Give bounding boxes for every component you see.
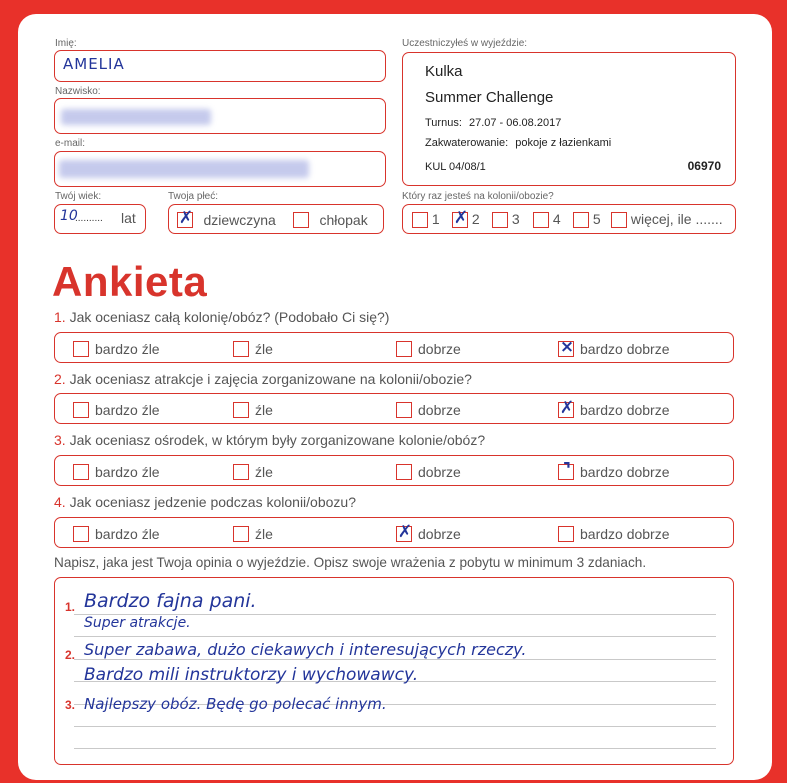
q3-opt-1[interactable]: bardzo źle [73, 463, 160, 480]
opinion-num-3: 3. [65, 698, 76, 712]
q2-opt-1[interactable]: bardzo źle [73, 401, 160, 418]
ruled-line [74, 748, 716, 749]
question-4-text: 4. Jak oceniasz jedzenie podczas kolonii/obozu? [54, 494, 356, 510]
turnus-label: Turnus: [425, 117, 462, 129]
times-opt-5[interactable]: 5 [573, 211, 601, 228]
email-label: e-mail: [55, 138, 86, 149]
q3-opt-3[interactable]: dobrze [396, 463, 461, 480]
question-2-text: 2. Jak oceniasz atrakcje i zajęcia zorganizowane na kolonii/obozie? [54, 371, 472, 387]
question-3-text: 3. Jak oceniasz ośrodek, w którym były zorganizowane kolonie/obóz? [54, 432, 486, 448]
q2-opt-2[interactable]: źle [233, 401, 273, 418]
q3-opt-2[interactable]: źle [233, 463, 273, 480]
trip-name: Kulka [425, 63, 463, 80]
times-checkbox-1[interactable] [412, 212, 428, 228]
gender-male-checkbox[interactable] [293, 212, 309, 228]
q3-checked-box: ⌝ [558, 464, 574, 480]
question-1-text: 1. Jak oceniasz całą kolonię/obóz? (Podobało Ci się?) [54, 309, 390, 325]
times-opt-3[interactable]: 3 [492, 211, 520, 228]
handwriting-line: Super atrakcje. [84, 615, 191, 631]
q4-opt-2[interactable]: źle [233, 525, 273, 542]
survey-form [18, 14, 772, 780]
trip-box [402, 52, 736, 186]
trip-accommodation [425, 137, 611, 149]
redacted-email [59, 160, 309, 178]
q2-opt-4[interactable]: ✗ bardzo dobrze [559, 398, 670, 419]
times-checkbox-3[interactable] [492, 212, 508, 228]
times-checkbox-2[interactable]: ✗ [453, 208, 469, 229]
first-name-value: AMELIA [63, 55, 125, 73]
trip-turnus [425, 117, 561, 129]
q4-opt-1[interactable]: bardzo źle [73, 525, 160, 542]
question-2-answers [54, 393, 734, 424]
handwriting-line: Bardzo fajna pani. [84, 590, 257, 612]
gender-male-label: chłopak [319, 211, 368, 228]
times-checkbox-more[interactable] [611, 212, 627, 228]
q3-opt-4[interactable]: ⌝ bardzo dobrze [558, 463, 670, 480]
age-value: 10 [60, 208, 78, 224]
times-checkbox-4[interactable] [533, 212, 549, 228]
opinion-num-1: 1. [65, 600, 76, 614]
first-name-label: Imię: [55, 38, 77, 49]
q2-checked-box: ✗ [559, 398, 575, 419]
accommodation-label: Zakwaterowanie: [425, 137, 509, 149]
age-dots: .......... [75, 213, 103, 224]
gender-female-label: dziewczyna [203, 211, 276, 228]
question-1-answers [54, 332, 734, 363]
times-field [402, 204, 736, 234]
question-3-answers [54, 455, 734, 486]
q4-checked-box: ✗ [397, 522, 413, 543]
q1-checked-box: × [559, 337, 575, 358]
times-checkbox-5[interactable] [573, 212, 589, 228]
handwriting-line: Najlepszy obóz. Będę go polecać innym. [84, 695, 387, 713]
first-name-field[interactable] [54, 50, 386, 82]
q2-opt-3[interactable]: dobrze [396, 401, 461, 418]
opinion-num-2: 2. [65, 648, 76, 662]
age-unit: lat [121, 210, 136, 226]
turnus-value: 27.07 - 06.08.2017 [468, 117, 562, 129]
accommodation-value: pokoje z łazienkami [515, 137, 612, 149]
times-opt-2[interactable]: ✗ 2 [453, 208, 480, 229]
trip-code: KUL 04/08/1 [425, 161, 486, 173]
q1-opt-4[interactable]: × bardzo dobrze [559, 337, 670, 358]
times-label: Który raz jesteś na kolonii/obozie? [402, 191, 554, 202]
ruled-line [74, 659, 716, 660]
ruled-line [74, 726, 716, 727]
last-name-field[interactable] [54, 98, 386, 134]
q4-opt-3[interactable]: ✗ dobrze [397, 522, 461, 543]
opinion-prompt: Napisz, jaka jest Twoja opinia o wyjeździe. Opisz swoje wrażenia z pobytu w minimum 3 zdaniach. [54, 555, 647, 570]
last-name-label: Nazwisko: [55, 86, 101, 97]
q1-opt-1[interactable]: bardzo źle [73, 340, 160, 357]
gender-female-option[interactable] [177, 207, 276, 229]
trip-program: Summer Challenge [425, 89, 554, 106]
gender-field [168, 204, 384, 234]
trip-label: Uczestniczyłeś w wyjeździe: [402, 38, 528, 49]
q1-opt-3[interactable]: dobrze [396, 340, 461, 357]
question-4-answers [54, 517, 734, 548]
gender-female-checkbox[interactable]: ✗ [178, 207, 194, 228]
handwriting-line: Bardzo mili instruktorzy i wychowawcy. [84, 665, 419, 685]
age-field[interactable] [54, 204, 146, 234]
survey-title: Ankieta [52, 258, 208, 305]
age-label: Twój wiek: [55, 191, 102, 202]
ruled-line [74, 636, 716, 637]
handwriting-line: Super zabawa, dużo ciekawych i interesujących rzeczy. [84, 640, 527, 659]
times-opt-1[interactable]: 1 [412, 211, 440, 228]
email-field[interactable] [54, 151, 386, 187]
gender-male-option[interactable] [293, 211, 368, 229]
times-opt-more[interactable]: więcej, ile ....... [611, 211, 723, 228]
gender-label: Twoja płeć: [168, 191, 219, 202]
trip-number: 06970 [687, 159, 721, 173]
redacted-last-name [61, 109, 211, 125]
times-opt-4[interactable]: 4 [533, 211, 561, 228]
q1-opt-2[interactable]: źle [233, 340, 273, 357]
q4-opt-4[interactable]: bardzo dobrze [558, 525, 670, 542]
